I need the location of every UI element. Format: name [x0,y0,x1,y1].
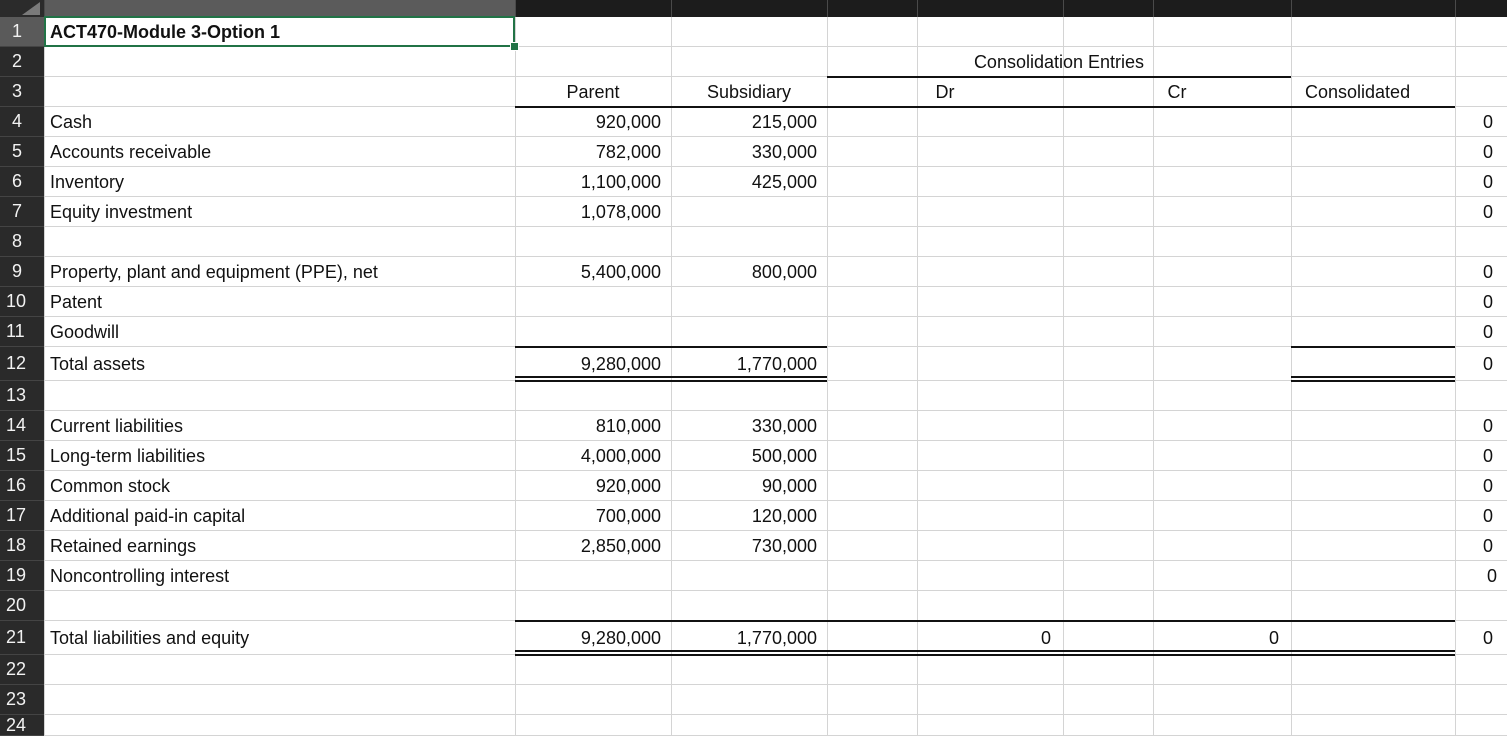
row-header[interactable]: 15 [0,441,44,471]
column-header[interactable] [1153,0,1291,17]
row-header[interactable]: 23 [0,685,44,715]
header-dr: Dr [935,82,955,102]
row-gridline [44,714,1507,715]
row-header[interactable]: 2 [0,47,44,77]
cell-consolidated[interactable]: 0 [1482,628,1493,648]
header-subsidiary: Subsidiary [706,82,792,102]
column-header-separator [1153,0,1154,17]
row-header[interactable]: 19 [0,561,44,591]
column-header-separator [44,0,45,17]
cell-label[interactable]: Noncontrolling interest [50,566,230,586]
border-rule [515,376,827,378]
column-header[interactable] [671,0,827,17]
fill-handle[interactable] [510,42,519,51]
cell-subsidiary[interactable]: 730,000 [751,536,817,556]
select-all-corner[interactable] [0,0,44,17]
row-header[interactable]: 9 [0,257,44,287]
column-header-separator [1063,0,1064,17]
cell-consolidated[interactable]: 0 [1482,322,1493,342]
cell-consolidated[interactable]: 0 [1482,202,1493,222]
border-rule [515,380,827,382]
border-rule [515,620,1455,622]
cell-label[interactable]: Inventory [50,172,125,192]
cell-parent[interactable]: 700,000 [595,506,661,526]
row-header[interactable]: 1 [0,17,44,47]
row-header[interactable]: 16 [0,471,44,501]
cell-consolidated[interactable]: 0 [1482,476,1493,496]
border-rule [515,650,1455,652]
row-header[interactable]: 12 [0,347,44,381]
column-header-separator [1291,0,1292,17]
border-rule [1291,376,1455,378]
cell-parent[interactable]: 920,000 [595,476,661,496]
row-header[interactable]: 5 [0,137,44,167]
column-header-separator [827,0,828,17]
cell-parent[interactable]: 920,000 [595,112,661,132]
row-header[interactable]: 10 [0,287,44,317]
row-header[interactable]: 8 [0,227,44,257]
border-rule [1291,346,1455,348]
row-header[interactable]: 22 [0,655,44,685]
cell-consolidated[interactable]: 0 [1482,142,1493,162]
cell-subsidiary[interactable]: 90,000 [761,476,817,496]
cell-subsidiary[interactable]: 330,000 [751,142,817,162]
cell-label[interactable]: Current liabilities [50,416,184,436]
cell-parent[interactable]: 810,000 [595,416,661,436]
cell-label[interactable]: Accounts receivable [50,142,212,162]
cell-parent[interactable]: 5,400,000 [580,262,661,282]
column-header-separator [1455,0,1456,17]
row-header[interactable]: 17 [0,501,44,531]
column-header[interactable] [827,0,917,17]
cell-label[interactable]: Goodwill [50,322,120,342]
row-header[interactable]: 20 [0,591,44,621]
cell-subsidiary[interactable]: 1,770,000 [736,354,817,374]
row-header[interactable]: 6 [0,167,44,197]
row-header[interactable]: 7 [0,197,44,227]
row-header[interactable]: 24 [0,715,44,736]
cell-label[interactable]: Additional paid-in capital [50,506,246,526]
row-header[interactable]: 14 [0,411,44,441]
sheet-title-cell[interactable]: ACT470-Module 3-Option 1 [50,22,281,42]
cell-parent[interactable]: 1,078,000 [580,202,661,222]
select-all-triangle-icon [22,2,40,15]
cell-label[interactable]: Total liabilities and equity [50,628,250,648]
cell-label[interactable]: Long-term liabilities [50,446,206,466]
cell-parent[interactable]: 1,100,000 [580,172,661,192]
cell-label[interactable]: Property, plant and equipment (PPE), net [50,262,378,282]
cell-label[interactable]: Common stock [50,476,171,496]
column-header[interactable] [1063,0,1153,17]
column-header[interactable] [917,0,1063,17]
row-header[interactable]: 21 [0,621,44,655]
cell-consolidated[interactable]: 0 [1482,416,1493,436]
column-header-separator [515,0,516,17]
column-header-separator [671,0,672,17]
cell-subsidiary[interactable]: 425,000 [751,172,817,192]
cell-cr[interactable]: 0 [1268,628,1279,648]
row-header[interactable]: 18 [0,531,44,561]
column-gridline [827,17,828,736]
header-cr: Cr [1167,82,1187,102]
cell-subsidiary[interactable]: 500,000 [751,446,817,466]
border-rule [515,346,827,348]
cell-dr[interactable]: 0 [1040,628,1051,648]
row-header[interactable]: 13 [0,381,44,411]
cell-parent[interactable]: 9,280,000 [580,628,661,648]
cell-consolidated[interactable]: 0 [1482,262,1493,282]
active-cell-selection[interactable] [44,16,515,47]
header-consolidated: Consolidated [1305,82,1411,102]
cell-parent[interactable]: 4,000,000 [580,446,661,466]
border-rule [515,654,1455,656]
cell-subsidiary[interactable]: 800,000 [751,262,817,282]
cell-label[interactable]: Retained earnings [50,536,197,556]
column-header-separator [917,0,918,17]
row-header[interactable]: 3 [0,77,44,107]
cell-label[interactable]: Total assets [50,354,146,374]
cell-subsidiary[interactable]: 330,000 [751,416,817,436]
cell-label[interactable]: Cash [50,112,93,132]
cell-consolidated[interactable]: 0 [1482,446,1493,466]
column-header[interactable] [1291,0,1455,17]
column-header[interactable] [1455,0,1507,17]
cell-subsidiary[interactable]: 120,000 [751,506,817,526]
row-header[interactable]: 4 [0,107,44,137]
column-header[interactable] [515,0,671,17]
column-gridline [44,17,45,736]
column-gridline [1063,17,1064,736]
cell-consolidated[interactable]: 0 [1482,172,1493,192]
cell-consolidated[interactable]: 0 [1482,292,1493,312]
consolidation-entries-header: Consolidation Entries [973,52,1145,72]
cell-parent[interactable]: 2,850,000 [580,536,661,556]
row-gridline [44,684,1507,685]
header-parent: Parent [566,82,620,102]
cell-parent[interactable]: 9,280,000 [580,354,661,374]
column-header[interactable] [44,0,515,17]
cell-label[interactable]: Patent [50,292,103,312]
cell-consolidated[interactable]: 0 [1482,506,1493,526]
cell-label[interactable]: Equity investment [50,202,193,222]
column-gridline [1455,17,1456,736]
cell-parent[interactable]: 782,000 [595,142,661,162]
cell-consolidated[interactable]: 0 [1482,112,1493,132]
cell-subsidiary[interactable]: 215,000 [751,112,817,132]
cell-subsidiary[interactable]: 1,770,000 [736,628,817,648]
cell-consolidated[interactable]: 0 [1482,536,1493,556]
cell-consolidated[interactable]: 0 [1486,566,1497,586]
border-rule [1291,380,1455,382]
row-header[interactable]: 11 [0,317,44,347]
cell-consolidated[interactable]: 0 [1482,354,1493,374]
